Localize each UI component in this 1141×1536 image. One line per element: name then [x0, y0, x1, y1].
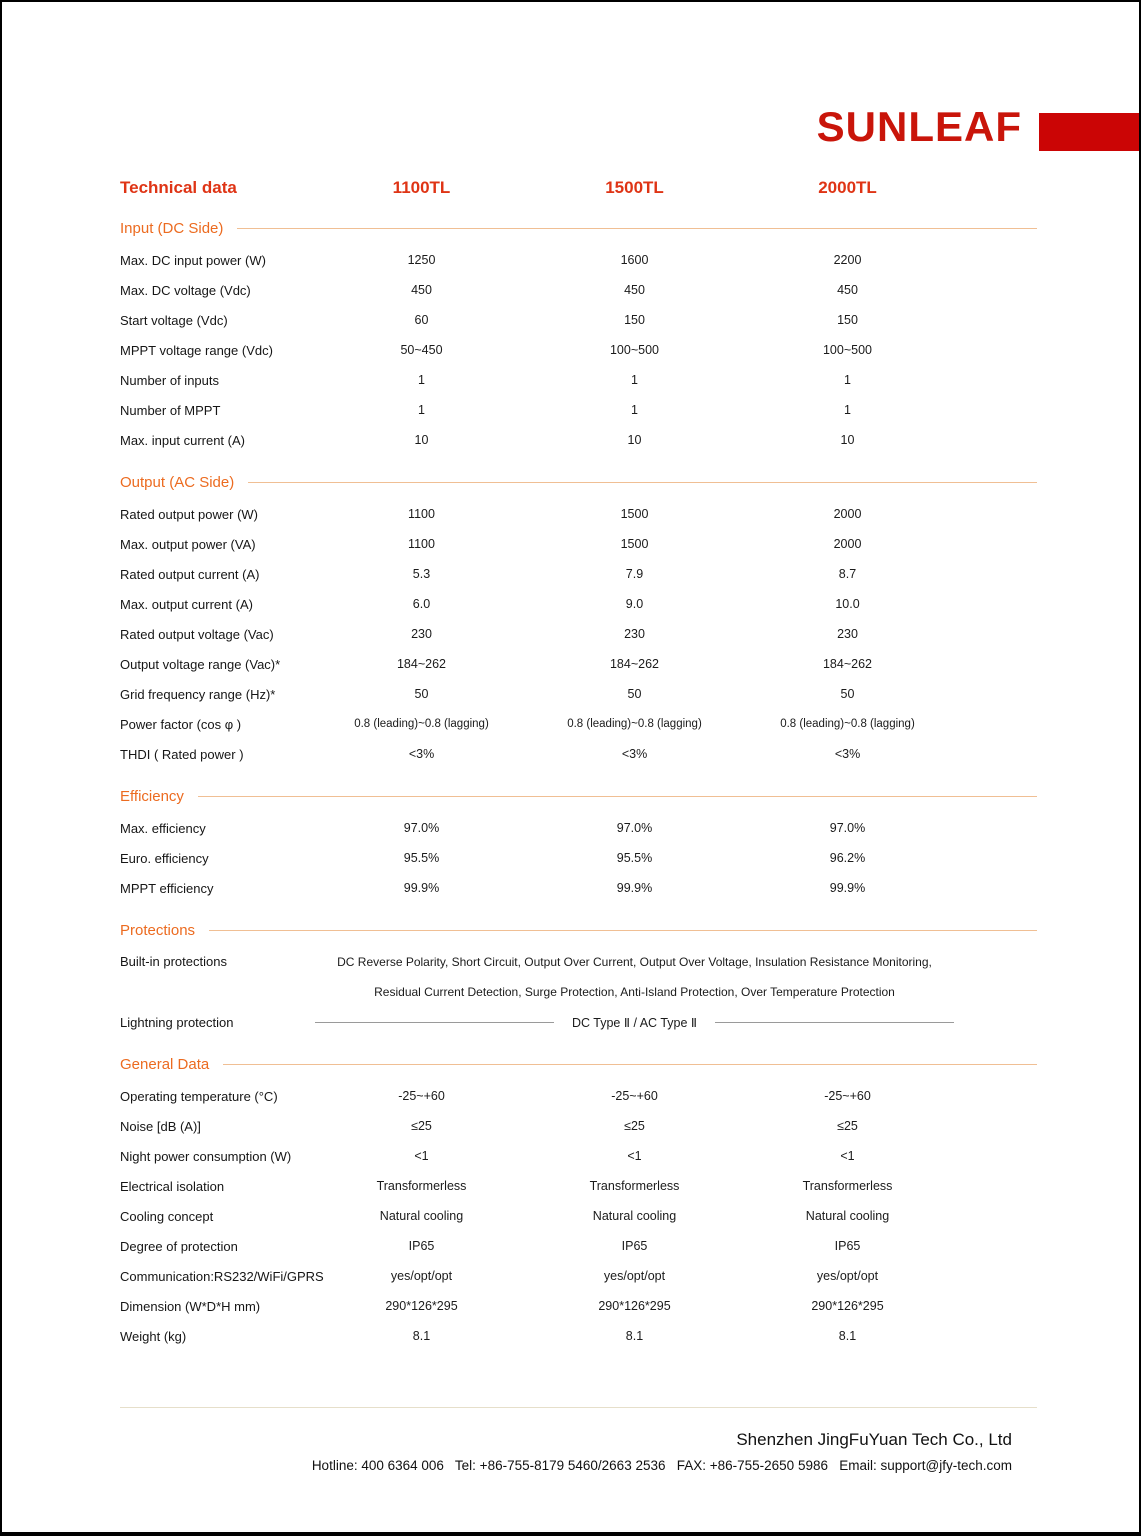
spec-row [120, 1291, 1037, 1321]
section-title: Input (DC Side) [120, 219, 224, 237]
row-value: Transformerless [802, 1179, 893, 1193]
row-value: 50 [627, 687, 642, 701]
row-value: 1 [631, 373, 638, 387]
spec-row [120, 559, 1037, 589]
spec-row [120, 275, 1037, 305]
spec-row [120, 1007, 1037, 1037]
row-value: 0.8 (leading)~0.8 (lagging) [354, 718, 489, 730]
row-label: Operating temperature (°C) [120, 1088, 278, 1104]
brand-logo-red-bar [1039, 113, 1139, 151]
spec-row [120, 843, 1037, 873]
spec-row [120, 425, 1037, 455]
spec-row [120, 649, 1037, 679]
row-label: Max. DC voltage (Vdc) [120, 282, 251, 298]
row-value: 8.7 [838, 567, 857, 581]
row-value: -25~+60 [824, 1089, 871, 1103]
spec-row [120, 619, 1037, 649]
section-rows [120, 495, 1037, 769]
row-value: Natural cooling [379, 1209, 464, 1223]
row-value: 0.8 (leading)~0.8 (lagging) [780, 718, 915, 730]
row-value: Transformerless [376, 1179, 467, 1193]
row-value: 8.1 [625, 1329, 644, 1343]
section-title: Output (AC Side) [120, 473, 235, 491]
row-value: 230 [411, 627, 432, 641]
row-value: 1100 [408, 537, 435, 551]
table-header-row [120, 175, 1037, 201]
row-label: Night power consumption (W) [120, 1148, 292, 1164]
row-value: 50~450 [400, 343, 443, 357]
row-value: <1 [840, 1149, 855, 1163]
row-value: 10 [627, 433, 642, 447]
row-value: 7.9 [625, 567, 644, 581]
row-label: Grid frequency range (Hz)* [120, 686, 276, 702]
section-title: Efficiency [120, 787, 184, 805]
row-label: Degree of protection [120, 1238, 238, 1254]
section-header [120, 1051, 1037, 1077]
row-value: <1 [414, 1149, 429, 1163]
row-label: Communication:RS232/WiFi/GPRS [120, 1268, 324, 1284]
row-value: 97.0% [616, 821, 653, 835]
spec-row [120, 1321, 1037, 1351]
model-column-header: 1100TL [392, 178, 451, 197]
row-value: 1 [418, 373, 425, 387]
row-value: 1600 [620, 253, 649, 267]
row-value: 97.0% [403, 821, 440, 835]
section-divider-line [248, 482, 1037, 483]
spec-row [120, 1081, 1037, 1111]
row-label: Rated output voltage (Vac) [120, 626, 274, 642]
row-label: Output voltage range (Vac)* [120, 656, 281, 672]
row-label: Euro. efficiency [120, 850, 209, 866]
row-value: 290*126*295 [811, 1299, 884, 1313]
row-value: 1500 [620, 507, 649, 521]
row-value: ≤25 [837, 1119, 858, 1133]
spec-row [120, 813, 1037, 843]
table-title: Technical data [120, 178, 237, 197]
row-value: 50 [840, 687, 855, 701]
row-value: 1 [844, 403, 851, 417]
row-label: Max. output power (VA) [120, 536, 256, 552]
section-divider-line [223, 1064, 1037, 1065]
row-value: 1100 [408, 507, 435, 521]
spec-row [120, 335, 1037, 365]
row-label: Max. DC input power (W) [120, 252, 266, 268]
section-divider-line [198, 796, 1037, 797]
row-value: 100~500 [822, 343, 872, 357]
row-value: 8.1 [838, 1329, 857, 1343]
protections-text-block [315, 947, 954, 1007]
spec-row [120, 499, 1037, 529]
spec-section [120, 783, 1037, 903]
row-value: 230 [837, 627, 858, 641]
spec-section [120, 1051, 1037, 1351]
row-label: Max. output current (A) [120, 596, 253, 612]
row-value: yes/opt/opt [603, 1269, 666, 1283]
row-value: <3% [408, 747, 435, 761]
row-value: 8.1 [412, 1329, 431, 1343]
section-title: General Data [120, 1055, 210, 1073]
spec-row [120, 1201, 1037, 1231]
row-value: 1250 [407, 253, 436, 267]
contact-info: Hotline: 400 6364 006 Tel: +86-755-8179 5460/2663 2536 FAX: +86-755-2650 5986 Email: support@jfy-tech.com [311, 1458, 1012, 1473]
row-value: 100~500 [609, 343, 659, 357]
row-value: 150 [624, 313, 645, 327]
spec-row [120, 1231, 1037, 1261]
row-value: 10.0 [835, 597, 860, 611]
row-value: 10 [414, 433, 429, 447]
row-value: -25~+60 [398, 1089, 445, 1103]
dash-line [315, 1022, 554, 1023]
row-value: 1500 [620, 537, 649, 551]
row-value: 290*126*295 [598, 1299, 671, 1313]
row-value: 184~262 [609, 657, 659, 671]
row-label: Power factor (cos φ ) [120, 716, 242, 732]
spec-section [120, 917, 1037, 1037]
section-header [120, 215, 1037, 241]
spec-section [120, 215, 1037, 455]
row-label: Cooling concept [120, 1208, 214, 1224]
row-value: 96.2% [829, 851, 866, 865]
row-label: Start voltage (Vdc) [120, 312, 228, 328]
row-value: 0.8 (leading)~0.8 (lagging) [567, 718, 702, 730]
row-value: 450 [411, 283, 432, 297]
section-rows [120, 241, 1037, 455]
row-label: Max. input current (A) [120, 432, 245, 448]
row-value: 60 [414, 313, 429, 327]
protection-text-line: Residual Current Detection, Surge Protection, Anti-Island Protection, Over Temperature Protection [374, 985, 895, 999]
section-divider-line [237, 228, 1037, 229]
technical-data-table [120, 175, 1037, 1351]
spec-row [120, 1261, 1037, 1291]
row-value: 150 [837, 313, 858, 327]
spec-row [120, 245, 1037, 275]
row-value: yes/opt/opt [390, 1269, 453, 1283]
row-label: Number of inputs [120, 372, 219, 388]
row-label: Rated output current (A) [120, 566, 260, 582]
row-value: 6.0 [412, 597, 431, 611]
row-label: Electrical isolation [120, 1178, 225, 1194]
spec-row [120, 305, 1037, 335]
brand-logo-text: SUNLEAF [816, 103, 1022, 150]
row-label: MPPT efficiency [120, 880, 214, 896]
row-value: 97.0% [829, 821, 866, 835]
model-column-header: 1500TL [605, 178, 664, 197]
model-column-header: 2000TL [818, 178, 877, 197]
row-label: Dimension (W*D*H mm) [120, 1298, 261, 1314]
spec-row [120, 873, 1037, 903]
spec-row [120, 709, 1037, 739]
row-value: ≤25 [411, 1119, 432, 1133]
spec-row [120, 679, 1037, 709]
row-value: 2000 [833, 507, 862, 521]
lightning-protection-value-area [315, 1015, 954, 1030]
section-header [120, 783, 1037, 809]
spec-row [120, 1171, 1037, 1201]
row-label: THDI ( Rated power ) [120, 746, 244, 762]
row-value: 99.9% [616, 881, 653, 895]
row-value: <3% [834, 747, 861, 761]
row-value: 230 [624, 627, 645, 641]
spec-section [120, 469, 1037, 769]
row-value: IP65 [408, 1239, 435, 1253]
row-value: -25~+60 [611, 1089, 658, 1103]
row-value: 5.3 [412, 567, 431, 581]
row-value: Natural cooling [805, 1209, 890, 1223]
row-value: 50 [414, 687, 429, 701]
row-value: 184~262 [396, 657, 446, 671]
row-value: Natural cooling [592, 1209, 677, 1223]
row-label: Weight (kg) [120, 1328, 187, 1344]
section-rows [120, 809, 1037, 903]
row-label: MPPT voltage range (Vdc) [120, 342, 273, 358]
spec-row [120, 365, 1037, 395]
row-value: 95.5% [403, 851, 440, 865]
spec-row [120, 1141, 1037, 1171]
row-label: Noise [dB (A)] [120, 1118, 201, 1134]
spec-row [120, 1111, 1037, 1141]
dash-line [715, 1022, 954, 1023]
row-value: IP65 [834, 1239, 861, 1253]
row-value: 99.9% [403, 881, 440, 895]
row-value: 1 [418, 403, 425, 417]
row-value: IP65 [621, 1239, 648, 1253]
section-rows [120, 943, 1037, 1037]
row-value: 10 [840, 433, 855, 447]
spec-row [120, 395, 1037, 425]
row-value: 1 [631, 403, 638, 417]
spec-row [120, 589, 1037, 619]
protection-text-line: DC Reverse Polarity, Short Circuit, Output Over Current, Output Over Voltage, Insulation Resistance Monitoring, [337, 955, 932, 969]
row-label: Max. efficiency [120, 820, 206, 836]
row-value: 450 [837, 283, 858, 297]
row-label: Number of MPPT [120, 402, 221, 418]
row-value: 99.9% [829, 881, 866, 895]
section-header [120, 917, 1037, 943]
spec-row [120, 529, 1037, 559]
lightning-protection-value: DC Type Ⅱ / AC Type Ⅱ [571, 1015, 698, 1030]
page-footer [120, 1407, 1037, 1473]
spec-row [120, 947, 1037, 1007]
row-label: Built-in protections [120, 954, 227, 969]
row-value: Transformerless [589, 1179, 680, 1193]
row-value: 2200 [833, 253, 862, 267]
section-rows [120, 1077, 1037, 1351]
row-value: 450 [624, 283, 645, 297]
row-value: 184~262 [822, 657, 872, 671]
row-label: Lightning protection [120, 1014, 234, 1030]
spec-sections [120, 215, 1037, 1351]
row-value: 290*126*295 [385, 1299, 458, 1313]
row-value: 95.5% [616, 851, 653, 865]
row-value: ≤25 [624, 1119, 645, 1133]
row-value: <1 [627, 1149, 642, 1163]
company-name: Shenzhen JingFuYuan Tech Co., Ltd [736, 1430, 1012, 1449]
footer-divider-line [120, 1407, 1037, 1408]
row-value: 9.0 [625, 597, 644, 611]
row-value: <3% [621, 747, 648, 761]
row-value: yes/opt/opt [816, 1269, 879, 1283]
row-label: Rated output power (W) [120, 506, 259, 522]
section-divider-line [209, 930, 1037, 931]
row-value: 1 [844, 373, 851, 387]
section-header [120, 469, 1037, 495]
section-title: Protections [120, 921, 196, 939]
row-value: 2000 [833, 537, 862, 551]
spec-row [120, 739, 1037, 769]
